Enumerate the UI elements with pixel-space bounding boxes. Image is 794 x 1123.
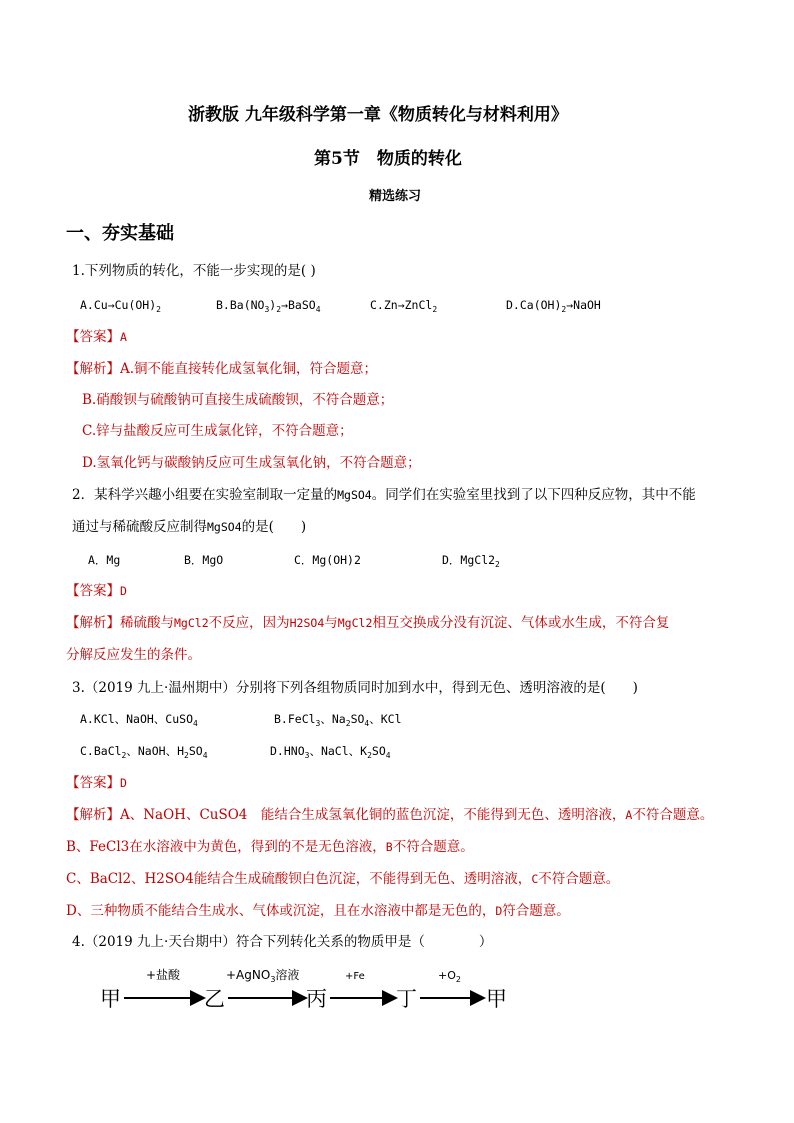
q1-analysis-1: 【解析】A.铜不能直接转化成氢氧化铜，符合题意； <box>66 361 378 377</box>
q1-option-b[interactable]: $B.Ba(NO_3)_2\to BaSO_4$ <box>216 298 321 314</box>
part-heading: 一、夯实基础 <box>66 223 174 244</box>
q3-analysis-4: D、三种物质不能结合生成水、气体或沉淀，且在水溶液中都是无色的，D符合题意。 <box>66 903 570 919</box>
q3-option-b[interactable]: B.FeCl$_3$、$Na_2SO_4$、KCl <box>274 712 402 728</box>
q2-stem-line1: 2．某科学兴趣小组要在实验室制取一定量的MgSO4。同学们在实验室里找到了以下四种反应物，其中不能 <box>72 487 696 503</box>
conversion-diagram <box>100 962 520 1022</box>
q3-analysis-2: B、FeCl3在水溶液中为黄色，得到的不是无色溶液，B不符合题意。 <box>66 839 474 855</box>
label-silver-nitrate: +AgNO$_3$溶液 <box>226 968 300 984</box>
q3-analysis-3: C、BaCl2、H2SO4能结合生成硫酸钡白色沉淀，不能得到无色、透明溶液，C不符合题意。 <box>66 871 620 887</box>
q3-option-d[interactable]: $D.HNO_3$、NaCl、$K_2SO_4$ <box>270 744 391 760</box>
q2-answer: 【答案】D <box>66 583 127 599</box>
node-jia-end: 甲 <box>486 987 507 1011</box>
q3-stem: 3.（2019 九上·温州期中）分别将下列各组物质同时加到水中，得到无色、透明溶液的是( ) <box>72 680 638 696</box>
q1-analysis-2: B.硝酸钡与硫酸钠可直接生成硫酸钡，不符合题意； <box>82 392 394 408</box>
q3-option-c[interactable]: C.BaCl$_2$、NaOH、$H_2SO_4$ <box>80 744 208 760</box>
node-bing: 丙 <box>306 987 327 1011</box>
q3-options-row2 <box>80 742 391 760</box>
q2-stem-line2: 通过与稀硫酸反应制得MgSO4的是( ) <box>72 519 307 535</box>
q1-option-a[interactable]: $A.Cu\to Cu(OH)_2$ <box>80 298 161 314</box>
q4-stem: 4.（2019 九上·天台期中）符合下列转化关系的物质甲是（ ） <box>72 934 493 950</box>
q2-option-a[interactable]: A．Mg <box>88 553 121 567</box>
q2-analysis-1: 【解析】稀硫酸与MgCl2不反应，因为H2SO4与MgCl2相互交换成分没有沉淀、气体或水生成，不符合复 <box>66 615 670 631</box>
q3-options-row1 <box>80 710 402 728</box>
q2-option-b[interactable]: B．MgO <box>184 553 224 567</box>
q1-answer: 【答案】A <box>66 329 127 345</box>
section-title: 第5节 物质的转化 <box>314 149 462 169</box>
node-ding: 丁 <box>396 987 417 1011</box>
q1-stem: 1.下列物质的转化，不能一步实现的是( ) <box>72 263 316 279</box>
node-yi: 乙 <box>204 987 225 1011</box>
q3-analysis-1: 【解析】A、NaOH、CuSO4 能结合生成氢氧化铜的蓝色沉淀，不能得到无色、透明溶液，A不符合题意。 <box>66 807 714 823</box>
label-hydrochloric-acid: +盐酸 <box>146 968 181 982</box>
q2-options <box>88 551 500 569</box>
q1-options <box>80 296 601 314</box>
document-title: 浙教版 九年级科学第一章《物质转化与材料利用》 <box>188 105 568 125</box>
q1-analysis-4: D.氢氧化钙与碳酸钠反应可生成氢氧化钠，不符合题意； <box>82 455 421 471</box>
q1-option-c[interactable]: C.Zn→ZnCl$_2$ <box>370 298 438 314</box>
q3-answer: 【答案】D <box>66 775 127 791</box>
q1-option-d[interactable]: $D.Ca(OH)_2\to NaOH$ <box>506 298 601 314</box>
q2-option-d[interactable]: D．$MgCl2_2$ <box>442 553 500 569</box>
q1-analysis-3: C.锌与盐酸反应可生成氯化锌，不符合题意； <box>82 423 353 439</box>
exercise-subtitle: 精选练习 <box>369 189 422 204</box>
q2-analysis-2: 分解反应发生的条件。 <box>66 647 201 663</box>
label-oxygen: $+O_2$ <box>438 969 461 984</box>
node-jia-start: 甲 <box>100 987 121 1011</box>
q2-option-c[interactable]: C．Mg(OH)2 <box>294 553 361 567</box>
label-iron: +Fe <box>345 971 365 982</box>
q3-option-a[interactable]: A.KCl、NaOH、CuSO$_4$ <box>80 712 198 728</box>
